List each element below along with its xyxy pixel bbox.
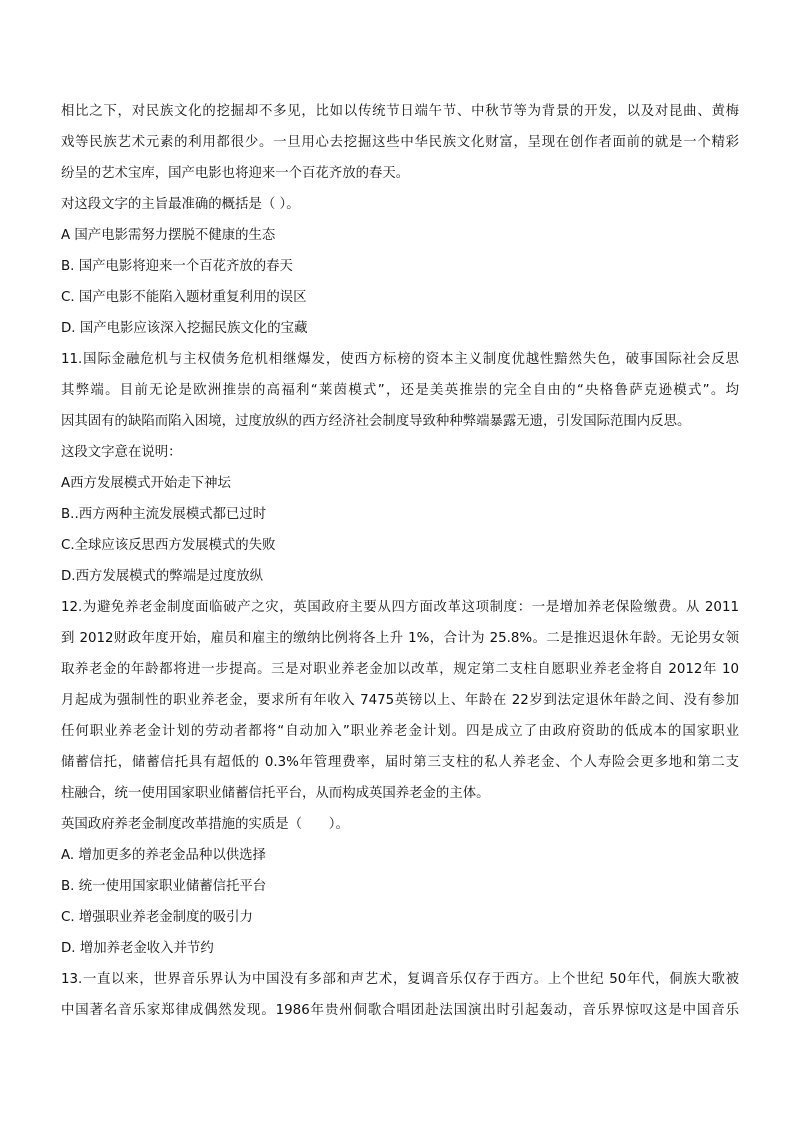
text-line: 任何职业养老金计划的劳动者都将“自动加入”职业养老金计划。四是成立了由政府资助的低成本的国家职业 bbox=[61, 724, 739, 739]
passage-12-text bbox=[61, 592, 739, 809]
question-12-option-b: B. 统一使用国家职业储蓄信托平台 bbox=[61, 879, 267, 894]
question-12-stem: 英国政府养老金制度改革措施的实质是（ ）。 bbox=[61, 817, 349, 832]
question-10-option-b: B. 国产电影将迎来一个百花齐放的春天 bbox=[61, 259, 293, 274]
question-11-option-d: D.西方发展模式的弊端是过度放纵 bbox=[61, 569, 264, 584]
question-10-option-c: C. 国产电影不能陷入题材重复利用的误区 bbox=[61, 290, 307, 305]
passage-13-text bbox=[61, 964, 739, 1026]
text-line: 储蓄信托，储蓄信托具有超低的 0.3%年管理费率，届时第三支柱的私人养老金、个人寿险会更多地和第二支 bbox=[61, 755, 739, 770]
text-line: 其弊端。目前无论是欧洲推崇的高福利“莱茵模式”，还是美英推崇的完全自由的“央格鲁萨克逊模式”。均 bbox=[61, 383, 739, 398]
text-line: 11.国际金融危机与主权债务危机相继爆发，使西方标榜的资本主义制度优越性黯然失色，破事国际社会反思 bbox=[61, 352, 739, 367]
text-line: 柱融合，统一使用国家职业储蓄信托平台，从而构成英国养老金的主体。 bbox=[61, 786, 490, 801]
question-11-option-c: C.全球应该反思西方发展模式的失败 bbox=[61, 538, 276, 553]
text-line: 相比之下，对民族文化的挖掘却不多见，比如以传统节日端午节、中秋节等为背景的开发，以及对昆曲、黄梅 bbox=[61, 104, 739, 119]
question-12-option-a: A. 增加更多的养老金品种以供选择 bbox=[61, 848, 266, 863]
text-line: 取养老金的年龄都将进一步提高。三是对职业养老金加以改革，规定第二支柱自愿职业养老金将自 2012年 10 bbox=[61, 662, 739, 677]
text-line: 中国著名音乐家郑律成偶然发现。1986年贵州侗歌合唱团赴法国演出时引起轰动，音乐界惊叹这是中国音乐 bbox=[61, 1003, 739, 1018]
text-line: 12.为避免养老金制度面临破产之灾，英国政府主要从四方面改革这项制度：一是增加养老保险缴费。从 2011 bbox=[61, 600, 739, 615]
question-10-stem: 对这段文字的主旨最准确的概括是（ ）。 bbox=[61, 197, 300, 212]
text-line: 月起成为强制性的职业养老金，要求所有年收入 7475英镑以上、年龄在 22岁到法定退休年龄之间、没有参加 bbox=[61, 693, 739, 708]
question-12-option-d: D. 增加养老金收入并节约 bbox=[61, 941, 214, 956]
question-12-option-c: C. 增强职业养老金制度的吸引力 bbox=[61, 910, 253, 925]
passage-11-text bbox=[61, 344, 739, 437]
text-line: 戏等民族艺术元素的利用都很少。一旦用心去挖掘这些中华民族文化财富，呈现在创作者面前的就是一个精彩 bbox=[61, 135, 739, 150]
document-content bbox=[61, 96, 739, 1026]
question-10-option-d: D. 国产电影应该深入挖掘民族文化的宝藏 bbox=[61, 321, 308, 336]
text-line: 因其固有的缺陷而陷入困境，过度放纵的西方经济社会制度导致种种弊端暴露无遗，引发国际范围内反思。 bbox=[61, 414, 691, 429]
passage-10-text bbox=[61, 96, 739, 189]
text-line: 纷呈的艺术宝库，国产电影也将迎来一个百花齐放的春天。 bbox=[61, 166, 410, 181]
question-11-stem: 这段文字意在说明： bbox=[61, 445, 182, 460]
text-line: 13.一直以来，世界音乐界认为中国没有多部和声艺术，复调音乐仅存于西方。上个世纪 50年代，侗族大歌被 bbox=[61, 972, 739, 987]
question-11-option-b: B..西方两种主流发展模式都已过时 bbox=[61, 507, 267, 522]
text-line: 到 2012财政年度开始，雇员和雇主的缴纳比例将各上升 1%，合计为 25.8%。二是推迟退休年龄。无论男女领 bbox=[61, 631, 739, 646]
question-10-option-a: A 国产电影需努力摆脱不健康的生态 bbox=[61, 228, 276, 243]
question-11-option-a: A西方发展模式开始走下神坛 bbox=[61, 476, 231, 491]
